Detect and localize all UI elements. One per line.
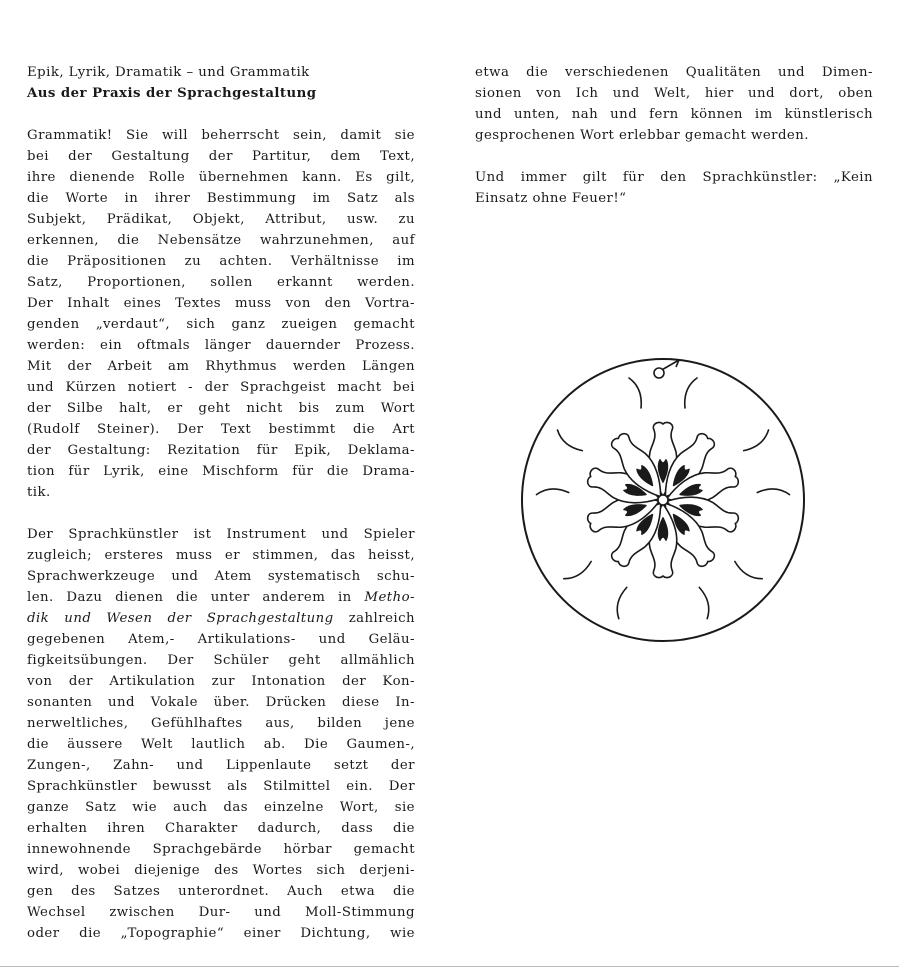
section-title: Aus der Praxis der Sprachgestaltung	[27, 86, 317, 101]
text-line: und unten, nah und fern können im künstlerisch	[475, 107, 873, 122]
flower-center	[658, 495, 668, 505]
text-line	[27, 587, 415, 608]
text-line: (Rudolf Steiner). Der Text bestimmt die Art	[27, 422, 415, 437]
paragraph-feuer	[475, 167, 873, 209]
text-line: erhalten ihren Charakter dadurch, dass die	[27, 821, 415, 836]
outer-arc	[740, 430, 790, 504]
page-bottom-rule	[0, 966, 899, 967]
text-line: genden „verdaut“, sich ganz zueigen gemacht	[27, 317, 415, 332]
text-line: gesprochenen Wort erlebbar gemacht werden.	[475, 128, 809, 143]
mars-symbol-icon	[654, 359, 679, 378]
book-title-part-2: dik und Wesen der Sprachgestaltung	[27, 611, 334, 626]
text-line: Der Inhalt eines Textes muss von den Vortra-	[27, 296, 415, 311]
text-line: figkeitsübungen. Der Schüler geht allmählich	[27, 653, 415, 668]
text-line: ihre dienende Rolle übernehmen kann. Es gilt,	[27, 170, 415, 185]
text-line: nerweltliches, Gefühlhaftes aus, bilden jene	[27, 716, 415, 731]
text-line: Mit der Arbeit am Rhythmus werden Längen	[27, 359, 415, 374]
paragraph-sprachkuenstler	[27, 524, 415, 944]
text-line: erkennen, die Nebensätze wahrzunehmen, auf	[27, 233, 415, 248]
book-title-part-1: Metho-	[364, 590, 415, 605]
text-line: und Kürzen notiert - der Sprachgeist macht bei	[27, 380, 415, 395]
text-line: tion für Lyrik, eine Mischform für die Drama-	[27, 464, 415, 479]
text-line: der Silbe halt, er geht nicht bis zum Wort	[27, 401, 415, 416]
mars-flower-emblem	[513, 350, 813, 650]
text-line: sonanten und Vokale über. Drücken diese In-	[27, 695, 415, 710]
text-line: Sprachkünstler bewusst als Stilmittel ein. Der	[27, 779, 415, 794]
text-line: der Gestaltung: Rezitation für Epik, Deklama-	[27, 443, 415, 458]
outer-arc	[536, 430, 586, 504]
text-line: ganze Satz wie auch das einzelne Wort, sie	[27, 800, 415, 815]
text-segment: zahlreich	[333, 611, 415, 626]
text-segment: len. Dazu dienen die unter anderem in	[27, 590, 365, 605]
text-line: Satz, Proportionen, sollen erkannt werden.	[27, 275, 415, 290]
text-line: tik.	[27, 485, 51, 500]
text-line: Sprachwerkzeuge und Atem systematisch schu-	[27, 569, 415, 584]
text-line: zugleich; ersteres muss er stimmen, das heisst,	[27, 548, 415, 563]
text-line: gen des Satzes unterordnet. Auch etwa die	[27, 884, 415, 899]
paragraph-qualitaeten	[475, 62, 873, 146]
text-line: Grammatik! Sie will beherrscht sein, damit sie	[27, 128, 415, 143]
text-line: Wechsel zwischen Dur- und Moll-Stimmung	[27, 905, 415, 920]
right-column	[475, 62, 873, 209]
text-line: etwa die verschiedenen Qualitäten und Dimen-	[475, 65, 873, 80]
text-line: Der Sprachkünstler ist Instrument und Spieler	[27, 527, 415, 542]
text-line: sionen von Ich und Welt, hier und dort, oben	[475, 86, 873, 101]
text-line: gegebenen Atem,- Artikulations- und Geläu-	[27, 632, 415, 647]
text-line: innewohnende Sprachgebärde hörbar gemacht	[27, 842, 415, 857]
left-column	[27, 62, 415, 944]
mars-flower-emblem-icon	[513, 350, 813, 650]
paragraph-grammatik	[27, 125, 415, 503]
outer-arc	[629, 378, 697, 408]
text-line: Einsatz ohne Feuer!“	[475, 191, 627, 206]
text-line: die Worte in ihrer Bestimmung im Satz als	[27, 191, 415, 206]
text-line: die äussere Welt lautlich ab. Die Gaumen-,	[27, 737, 415, 752]
text-line: von der Artikulation zur Intonation der Kon-	[27, 674, 415, 689]
text-line: bei der Gestaltung der Partitur, dem Text,	[27, 149, 415, 164]
text-line: werden: ein oftmals länger dauernder Prozess.	[27, 338, 415, 353]
chapter-title: Epik, Lyrik, Dramatik – und Grammatik	[27, 65, 310, 80]
text-line: die Präpositionen zu achten. Verhältnisse im	[27, 254, 415, 269]
text-line: Und immer gilt für den Sprachkünstler: „Kein	[475, 170, 873, 185]
text-line: wird, wobei diejenige des Wortes sich derjeni-	[27, 863, 415, 878]
text-line: oder die „Topographie“ einer Dichtung, wie	[27, 926, 415, 941]
text-line: Zungen-, Zahn- und Lippenlaute setzt der	[27, 758, 415, 773]
text-line: Subjekt, Prädikat, Objekt, Attribut, usw. zu	[27, 212, 415, 227]
text-line	[27, 608, 415, 629]
